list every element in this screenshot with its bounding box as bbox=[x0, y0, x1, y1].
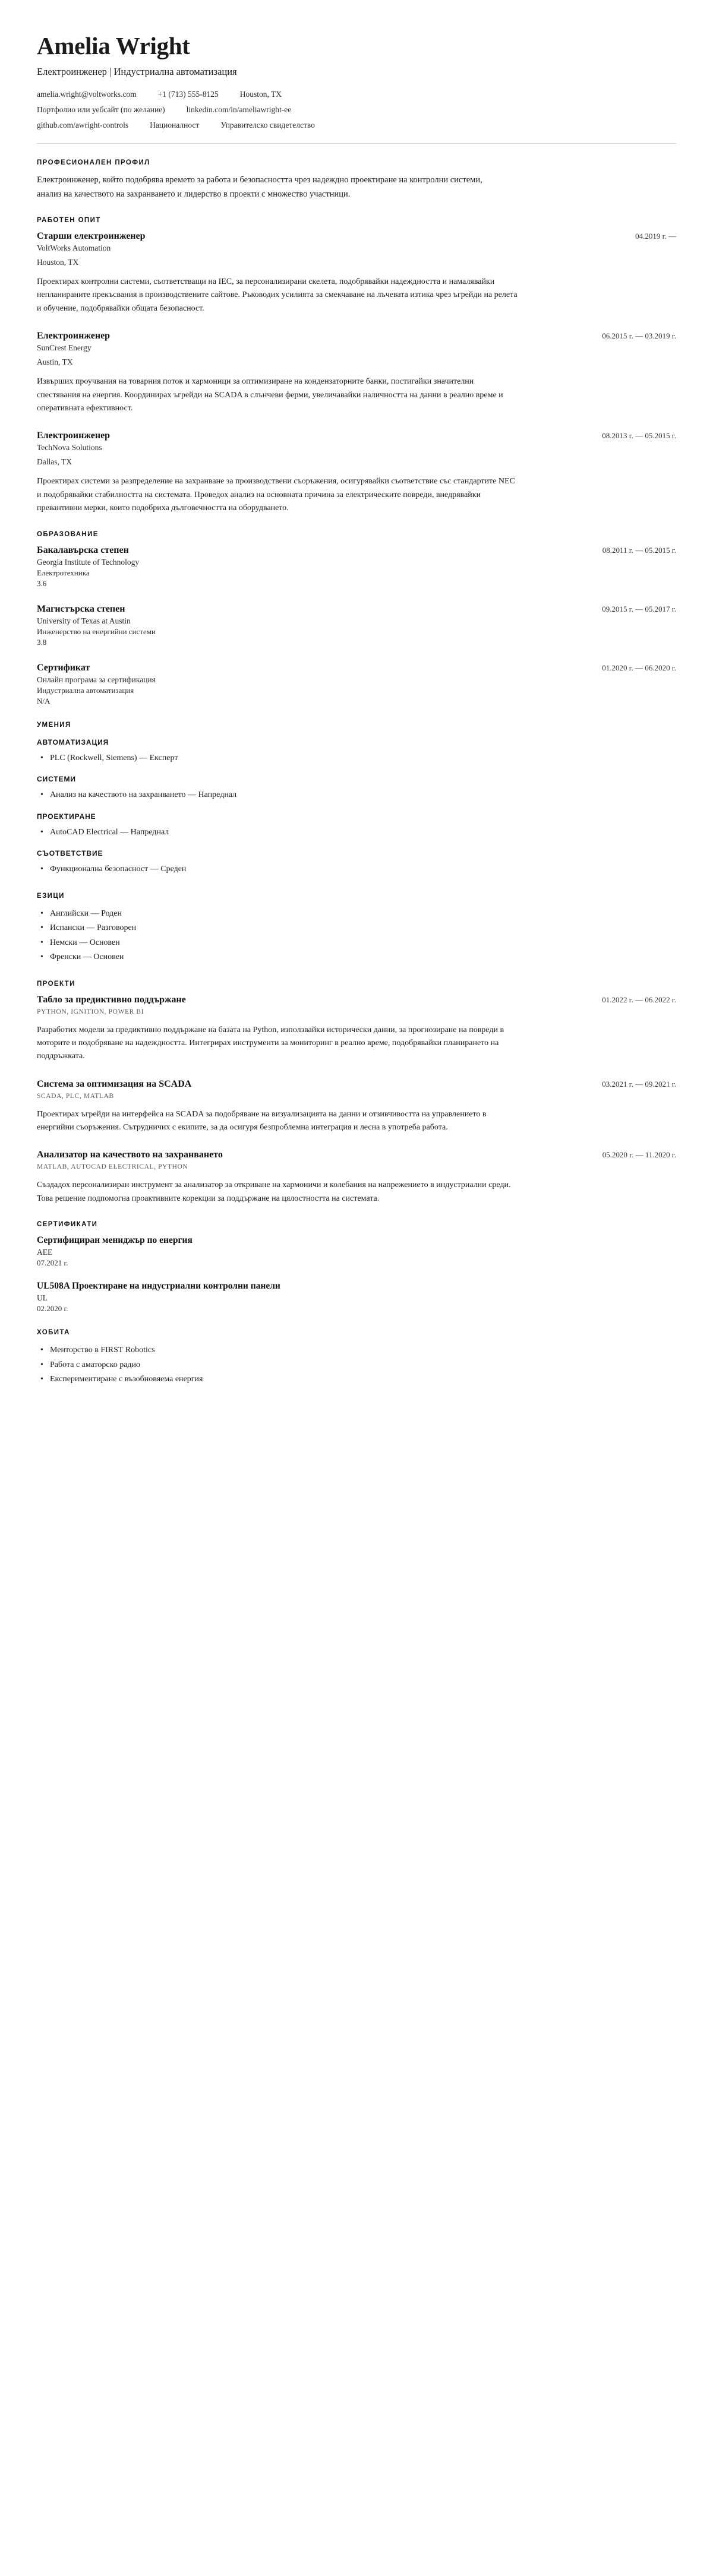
certificate-org: AEE bbox=[37, 1248, 53, 1257]
project-entry-head bbox=[37, 995, 676, 1005]
section-title-summary: ПРОФЕСИОНАЛЕН ПРОФИЛ bbox=[37, 159, 150, 167]
section-title-hobbies: ХОБИТА bbox=[37, 1329, 70, 1337]
list-item: • Английски — Роден bbox=[37, 907, 676, 922]
experience-company: VoltWorks Automation bbox=[37, 243, 111, 253]
section-title-projects: ПРОЕКТИ bbox=[37, 980, 75, 988]
project-title: Табло за предиктивно поддържане bbox=[37, 994, 186, 1005]
contact-portfolio[interactable]: Портфолио или уебсайт (по желание) bbox=[37, 105, 165, 115]
experience-location: Austin, TX bbox=[37, 357, 73, 367]
project-title: Анализатор на качеството на захранването bbox=[37, 1150, 223, 1160]
section-title-certificates: СЕРТИФИКАТИ bbox=[37, 1221, 98, 1229]
contact-location: Houston, TX bbox=[239, 90, 282, 99]
project-tags: SCADA, PLC, MATLAB bbox=[37, 1092, 114, 1100]
skills-group bbox=[37, 775, 676, 803]
languages-list bbox=[37, 907, 676, 965]
project-entry bbox=[37, 995, 676, 1064]
certificate-org: UL bbox=[37, 1293, 48, 1303]
section-projects bbox=[37, 980, 676, 1206]
experience-location: Dallas, TX bbox=[37, 457, 72, 467]
list-item: • Немски — Основен bbox=[37, 936, 676, 951]
project-entry-head bbox=[37, 1150, 676, 1160]
education-dates: 08.2011 г. — 05.2015 г. bbox=[602, 545, 676, 555]
page-title: Amelia Wright bbox=[37, 32, 190, 59]
list-item: • Испански — Разговорен bbox=[37, 921, 676, 936]
experience-title: Електроинженер bbox=[37, 431, 111, 441]
section-summary bbox=[37, 159, 676, 201]
education-entry-head bbox=[37, 604, 676, 615]
education-gpa: 3.8 bbox=[37, 637, 47, 647]
education-gpa: 3.6 bbox=[37, 578, 47, 588]
contact-github[interactable]: github.com/awright-controls bbox=[37, 121, 129, 130]
experience-entry bbox=[37, 431, 676, 515]
experience-company: SunCrest Energy bbox=[37, 343, 92, 353]
certificate-title: Сертифициран мениджър по енергия bbox=[37, 1235, 193, 1246]
experience-entry bbox=[37, 231, 676, 315]
contact-email[interactable]: amelia.wright@voltworks.com bbox=[37, 90, 137, 99]
certificate-date: 07.2021 г. bbox=[37, 1258, 68, 1268]
certificate-title: UL508A Проектиране на индустриални контролни панели bbox=[37, 1281, 280, 1292]
certificate-date: 02.2020 г. bbox=[37, 1304, 68, 1314]
list-item: • Работа с аматорско радио bbox=[37, 1358, 676, 1373]
project-dates: 03.2021 г. — 09.2021 г. bbox=[602, 1079, 676, 1088]
education-dates: 01.2020 г. — 06.2020 г. bbox=[602, 663, 676, 672]
list-item: • PLC (Rockwell, Siemens) — Експерт bbox=[37, 751, 676, 766]
education-dates: 09.2015 г. — 05.2017 г. bbox=[602, 604, 676, 613]
education-entry-head bbox=[37, 545, 676, 556]
project-description: Проектирах ъгрейди на интерфейса на SCADA за подобряване на визуализацията на данни и отзивчивостта на управлението в енергийни съоръжения. Сътрудничих с екипите, за да осигуря безпроблемна интеграция и лесна в употреба работа. bbox=[37, 1109, 487, 1132]
list-item: • Експериментиране с възобновяема енергия bbox=[37, 1372, 676, 1387]
project-entry bbox=[37, 1150, 676, 1205]
education-school: Онлайн програма за сертификация bbox=[37, 675, 156, 684]
headline: Електроинженер | Индустриална автоматизация bbox=[37, 66, 237, 78]
education-entry bbox=[37, 604, 676, 647]
certificate-entry bbox=[37, 1281, 676, 1314]
skills-group-title: СЪОТВЕТСТВИЕ bbox=[37, 849, 103, 858]
section-title-experience: РАБОТЕН ОПИТ bbox=[37, 217, 101, 224]
education-entry bbox=[37, 545, 676, 588]
experience-dates: 04.2019 г. — bbox=[635, 232, 676, 241]
education-school: Georgia Institute of Technology bbox=[37, 557, 140, 567]
project-tags: MATLAB, AUTOCAD ELECTRICAL, PYTHON bbox=[37, 1163, 188, 1171]
section-hobbies bbox=[37, 1329, 676, 1387]
section-languages bbox=[37, 893, 676, 965]
experience-entry bbox=[37, 331, 676, 415]
skills-group-title: СИСТЕМИ bbox=[37, 775, 76, 784]
section-experience bbox=[37, 217, 676, 515]
education-field: Електротехника bbox=[37, 568, 90, 577]
education-degree: Сертификат bbox=[37, 662, 90, 673]
project-dates: 05.2020 г. — 11.2020 г. bbox=[602, 1150, 676, 1160]
project-description: Разработих модели за предиктивно поддържане на базата на Python, използвайки исторически данни, за прогнозиране на повреди в моторите и подобряване на надеждността. Интегрирах инструменти за мониторинг в реално време, подобрявайки планирането на поддръжката. bbox=[37, 1025, 504, 1061]
skills-list bbox=[37, 825, 676, 840]
contact-nationality: Националност bbox=[150, 121, 200, 130]
list-item: • Френски — Основен bbox=[37, 950, 676, 965]
section-education bbox=[37, 531, 676, 706]
list-item: • Менторство в FIRST Robotics bbox=[37, 1343, 676, 1358]
certificate-entry bbox=[37, 1235, 676, 1268]
project-entry-head bbox=[37, 1079, 676, 1090]
experience-dates: 06.2015 г. — 03.2019 г. bbox=[602, 331, 676, 341]
experience-description: Извърших проучвания на товарния поток и хармоници за оптимизиране на кондензаторните банки, постигайки значителни спестявания на енергия. Координирах ъгрейди на SCADA в слънчеви ферми, увеличавайки наличността на данни в реално време и оперативната ефективност. bbox=[37, 377, 503, 413]
header-divider bbox=[37, 143, 676, 144]
section-title-education: ОБРАЗОВАНИЕ bbox=[37, 530, 99, 538]
experience-description: Проектирах системи за разпределение на захранване за производствени съоръжения, осигурявайки съответствие със стандартите NEC и подобрявайки стабилността на системата. Проведох анализ на основната причина за електрическите повреди, внедрявайки превантивни мерки, които подобриха дълговечността на оборудването. bbox=[37, 477, 515, 513]
education-degree: Бакалавърска степен bbox=[37, 545, 129, 555]
project-tags: PYTHON, IGNITION, POWER BI bbox=[37, 1008, 144, 1015]
education-entry bbox=[37, 663, 676, 706]
list-item: • AutoCAD Electrical — Напреднал bbox=[37, 825, 676, 840]
education-field: Индустриална автоматизация bbox=[37, 685, 134, 695]
project-dates: 01.2022 г. — 06.2022 г. bbox=[602, 995, 676, 1004]
experience-entry-head bbox=[37, 331, 676, 341]
list-item: • Анализ на качеството на захранването — Напреднал bbox=[37, 788, 676, 803]
skills-list bbox=[37, 788, 676, 803]
skills-group bbox=[37, 738, 676, 766]
section-skills bbox=[37, 721, 676, 877]
education-entry-head bbox=[37, 663, 676, 673]
experience-dates: 08.2013 г. — 05.2015 г. bbox=[602, 431, 676, 441]
list-item: • Функционална безопасност — Среден bbox=[37, 862, 676, 877]
skills-list bbox=[37, 751, 676, 766]
section-title-languages: ЕЗИЦИ bbox=[37, 892, 65, 900]
experience-entry-head bbox=[37, 231, 676, 242]
experience-title: Електроинженер bbox=[37, 331, 111, 341]
education-degree: Магистърска степен bbox=[37, 603, 125, 614]
skills-group bbox=[37, 812, 676, 840]
experience-location: Houston, TX bbox=[37, 258, 79, 267]
education-field: Инженерство на енергийни системи bbox=[37, 626, 156, 636]
summary-text: Електроинженер, който подобрява времето за работа и безопасността чрез надеждно проектиране на контролни системи, анализ на качеството на захранването и лидерство в проекти с множество участници. bbox=[37, 175, 482, 199]
contact-row-3 bbox=[37, 121, 676, 130]
education-gpa: N/A bbox=[37, 696, 51, 705]
project-title: Система за оптимизация на SCADA bbox=[37, 1078, 192, 1089]
contact-driving-license: Управителско свидетелство bbox=[220, 121, 315, 130]
experience-company: TechNova Solutions bbox=[37, 443, 102, 452]
skills-group-title: АВТОМАТИЗАЦИЯ bbox=[37, 738, 109, 746]
hobbies-list bbox=[37, 1343, 676, 1387]
section-certificates bbox=[37, 1221, 676, 1314]
contact-row-1 bbox=[37, 90, 676, 99]
project-description: Създадох персонализиран инструмент за анализатор за откриване на хармоничи и колебания на напрежението в индустриални среди. Това решение подпомогна проактивните корекции за поддържане на цялостността на системата. bbox=[37, 1181, 511, 1203]
experience-title: Старши електроинженер bbox=[37, 231, 146, 242]
experience-entry-head bbox=[37, 431, 676, 441]
project-entry bbox=[37, 1079, 676, 1135]
contact-row-2 bbox=[37, 105, 676, 115]
skills-group-title: ПРОЕКТИРАНЕ bbox=[37, 812, 96, 821]
experience-description: Проектирах контролни системи, съответстващи на IEC, за персонализирани скелета, подобрявайки надеждността и намалявайки непланираните прекъсвания в производствените сайтове. Ръководих усилията за смекчаване на лъчевата изтика чрез ъгрейди на релета и обучение, подобрявайки общата безопасност. bbox=[37, 277, 518, 313]
contact-phone: +1 (713) 555-8125 bbox=[157, 90, 219, 99]
skills-list bbox=[37, 862, 676, 877]
section-title-skills: УМЕНИЯ bbox=[37, 721, 71, 729]
contact-linkedin[interactable]: linkedin.com/in/ameliawright-ee bbox=[186, 105, 292, 115]
education-school: University of Texas at Austin bbox=[37, 616, 131, 625]
skills-group bbox=[37, 849, 676, 877]
